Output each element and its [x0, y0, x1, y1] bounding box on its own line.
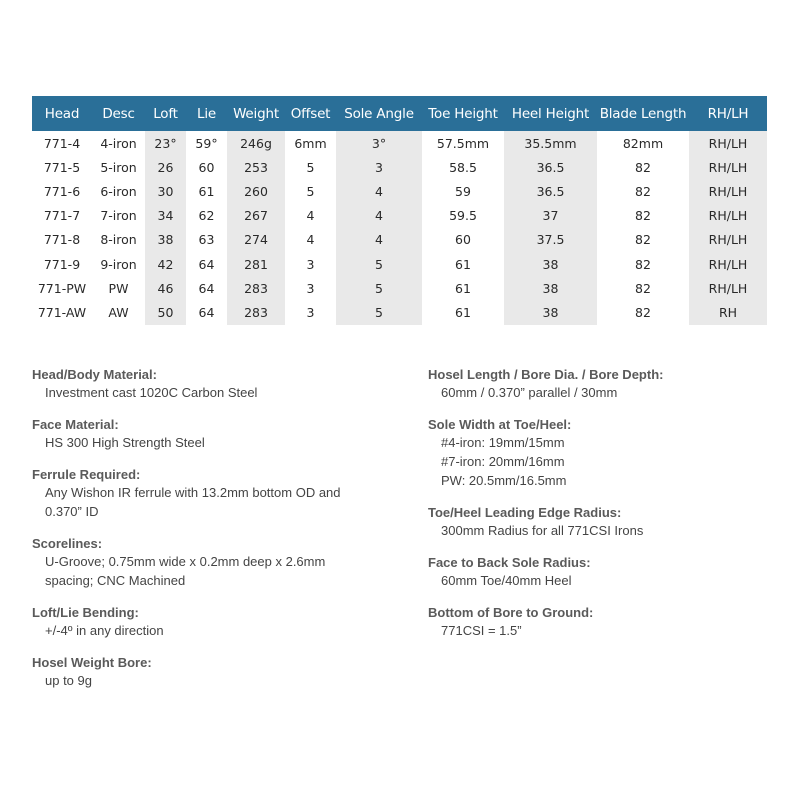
specs-table [32, 96, 767, 325]
table-cell: RH/LH [689, 179, 767, 203]
table-cell: RH/LH [689, 276, 767, 300]
table-cell: 771-9 [43, 256, 81, 272]
table-cell: RH/LH [689, 228, 767, 252]
spec-value: U-Groove; 0.75mm wide x 0.2mm deep x 2.6mm [45, 554, 326, 569]
table-cell: 4-iron [100, 135, 137, 151]
table-cell: 82 [635, 208, 651, 224]
table-cell: 771-5 [43, 159, 81, 175]
table-cell: 4 [336, 179, 422, 203]
table-cell: 6mm [294, 135, 327, 151]
table-cell: 38 [504, 300, 597, 324]
table-cell: 61 [455, 304, 471, 320]
table-cell: RH/LH [689, 252, 767, 276]
spec-block [32, 366, 392, 402]
column-header: RH/LH [689, 96, 767, 131]
table-cell: 246g [227, 131, 285, 155]
specs-right-column [428, 366, 788, 654]
table-cell: 9-iron [100, 256, 137, 272]
spec-block [428, 366, 788, 402]
table-cell: 281 [227, 252, 285, 276]
table-cell: 3 [336, 155, 422, 179]
spec-value: 60mm / 0.370” parallel / 30mm [441, 385, 618, 400]
table-cell: 4 [306, 232, 315, 248]
table-cell: 771-AW [37, 304, 87, 320]
table-cell: 260 [227, 179, 285, 203]
spec-value: spacing; CNC Machined [45, 573, 186, 588]
table-cell: 59.5 [449, 208, 477, 224]
table-cell: 771-8 [43, 232, 81, 248]
spec-block [32, 416, 392, 452]
table-cell: 267 [227, 204, 285, 228]
table-cell: 36.5 [504, 155, 597, 179]
spec-value: 0.370” ID [45, 504, 99, 519]
table-cell: 34 [145, 204, 186, 228]
table-cell: RH/LH [689, 131, 767, 155]
table-cell: 3 [306, 280, 315, 296]
column-header: Lie [186, 96, 227, 131]
column-header: Heel Height [504, 96, 597, 131]
table-cell: 62 [198, 208, 215, 224]
table-header-row [32, 96, 767, 131]
table-cell: 64 [198, 280, 215, 296]
table-row [32, 300, 767, 324]
spec-block [428, 416, 788, 490]
table-cell: 3° [336, 131, 422, 155]
table-cell: 59 [455, 183, 471, 199]
table-cell: 50 [145, 300, 186, 324]
spec-label: Face Material: [32, 417, 119, 432]
table-cell: 5 [306, 183, 315, 199]
table-cell: 3 [306, 304, 315, 320]
table-cell: 58.5 [449, 159, 477, 175]
table-cell: 26 [145, 155, 186, 179]
table-cell: 771-PW [37, 280, 87, 296]
table-cell: 5-iron [100, 159, 137, 175]
column-header: Desc [92, 96, 145, 131]
table-cell: 283 [227, 300, 285, 324]
table-cell: 30 [145, 179, 186, 203]
table-cell: 283 [227, 276, 285, 300]
spec-label: Ferrule Required: [32, 467, 141, 482]
spec-value: Any Wishon IR ferrule with 13.2mm bottom OD and [45, 485, 341, 500]
spec-value: #4-iron: 19mm/15mm [441, 435, 565, 450]
table-cell: 57.5mm [436, 135, 490, 151]
table-cell: RH/LH [689, 155, 767, 179]
table-cell: 38 [504, 252, 597, 276]
spec-label: Hosel Length / Bore Dia. / Bore Depth: [428, 367, 664, 382]
table-cell: 82 [635, 183, 651, 199]
table-cell: 5 [306, 159, 315, 175]
column-header: Head [32, 96, 92, 131]
table-cell: 63 [198, 232, 215, 248]
table-cell: 61 [455, 256, 471, 272]
spec-block [32, 604, 392, 640]
table-cell: 3 [306, 256, 315, 272]
table-cell: 7-iron [100, 208, 137, 224]
table-cell: 274 [227, 228, 285, 252]
table-cell: 82 [635, 280, 651, 296]
table-cell: 59° [195, 135, 218, 151]
column-header: Loft [145, 96, 186, 131]
table-cell: 64 [198, 304, 215, 320]
spec-label: Sole Width at Toe/Heel: [428, 417, 572, 432]
table-cell: 8-iron [100, 232, 137, 248]
table-cell: 82 [635, 304, 651, 320]
table-cell: 42 [145, 252, 186, 276]
table-cell: 82 [635, 159, 651, 175]
spec-value: 771CSI = 1.5” [441, 623, 522, 638]
spec-block [428, 604, 788, 640]
table-row [32, 252, 767, 276]
table-cell: 82mm [622, 135, 664, 151]
table-row [32, 155, 767, 179]
table-row [32, 228, 767, 252]
table-cell: 38 [145, 228, 186, 252]
spec-label: Toe/Heel Leading Edge Radius: [428, 505, 622, 520]
spec-label: Bottom of Bore to Ground: [428, 605, 594, 620]
spec-value: 60mm Toe/40mm Heel [441, 573, 572, 588]
spec-value: 300mm Radius for all 771CSI Irons [441, 523, 644, 538]
table-cell: 253 [227, 155, 285, 179]
column-header: Sole Angle [336, 96, 422, 131]
specs-left-column [32, 366, 392, 704]
spec-value: #7-iron: 20mm/16mm [441, 454, 565, 469]
spec-block [428, 554, 788, 590]
table-cell: 36.5 [504, 179, 597, 203]
table-cell: 82 [635, 256, 651, 272]
table-cell: 5 [336, 276, 422, 300]
table-cell: 82 [635, 232, 651, 248]
table-cell: 35.5mm [504, 131, 597, 155]
table-cell: 38 [504, 276, 597, 300]
table-cell: 61 [198, 183, 215, 199]
spec-value: Investment cast 1020C Carbon Steel [45, 385, 258, 400]
column-header: Weight [227, 96, 285, 131]
spec-block [32, 535, 392, 590]
table-cell: RH/LH [689, 204, 767, 228]
column-header: Toe Height [422, 96, 504, 131]
spec-value: PW: 20.5mm/16.5mm [441, 473, 567, 488]
spec-block [32, 466, 392, 521]
table-cell: 60 [198, 159, 215, 175]
table-cell: PW [108, 280, 129, 296]
table-cell: 37 [504, 204, 597, 228]
spec-value: HS 300 High Strength Steel [45, 435, 205, 450]
table-body [32, 131, 767, 325]
table-cell: 37.5 [504, 228, 597, 252]
table-cell: 771-7 [43, 208, 81, 224]
table-cell: 64 [198, 256, 215, 272]
table-row [32, 131, 767, 155]
table-cell: 23° [145, 131, 186, 155]
table-cell: 6-iron [100, 183, 137, 199]
spec-value: up to 9g [45, 673, 92, 688]
table-cell: 4 [336, 228, 422, 252]
spec-label: Loft/Lie Bending: [32, 605, 139, 620]
spec-value: +/-4º in any direction [45, 623, 164, 638]
table-cell: 4 [336, 204, 422, 228]
spec-label: Hosel Weight Bore: [32, 655, 152, 670]
table-cell: 5 [336, 252, 422, 276]
spec-label: Head/Body Material: [32, 367, 157, 382]
spec-label: Scorelines: [32, 536, 103, 551]
table-cell: 5 [336, 300, 422, 324]
table-cell: RH [689, 300, 767, 324]
table-cell: 4 [306, 208, 315, 224]
spec-block [32, 654, 392, 690]
spec-block [428, 504, 788, 540]
spec-label: Face to Back Sole Radius: [428, 555, 591, 570]
column-header: Blade Length [597, 96, 689, 131]
table-cell: 771-6 [43, 183, 81, 199]
table-row [32, 204, 767, 228]
table-cell: 61 [455, 280, 471, 296]
table-cell: 46 [145, 276, 186, 300]
table-row [32, 179, 767, 203]
table-row [32, 276, 767, 300]
table-cell: 60 [455, 232, 471, 248]
table-cell: 771-4 [43, 135, 81, 151]
table-cell: AW [108, 304, 129, 320]
column-header: Offset [285, 96, 336, 131]
